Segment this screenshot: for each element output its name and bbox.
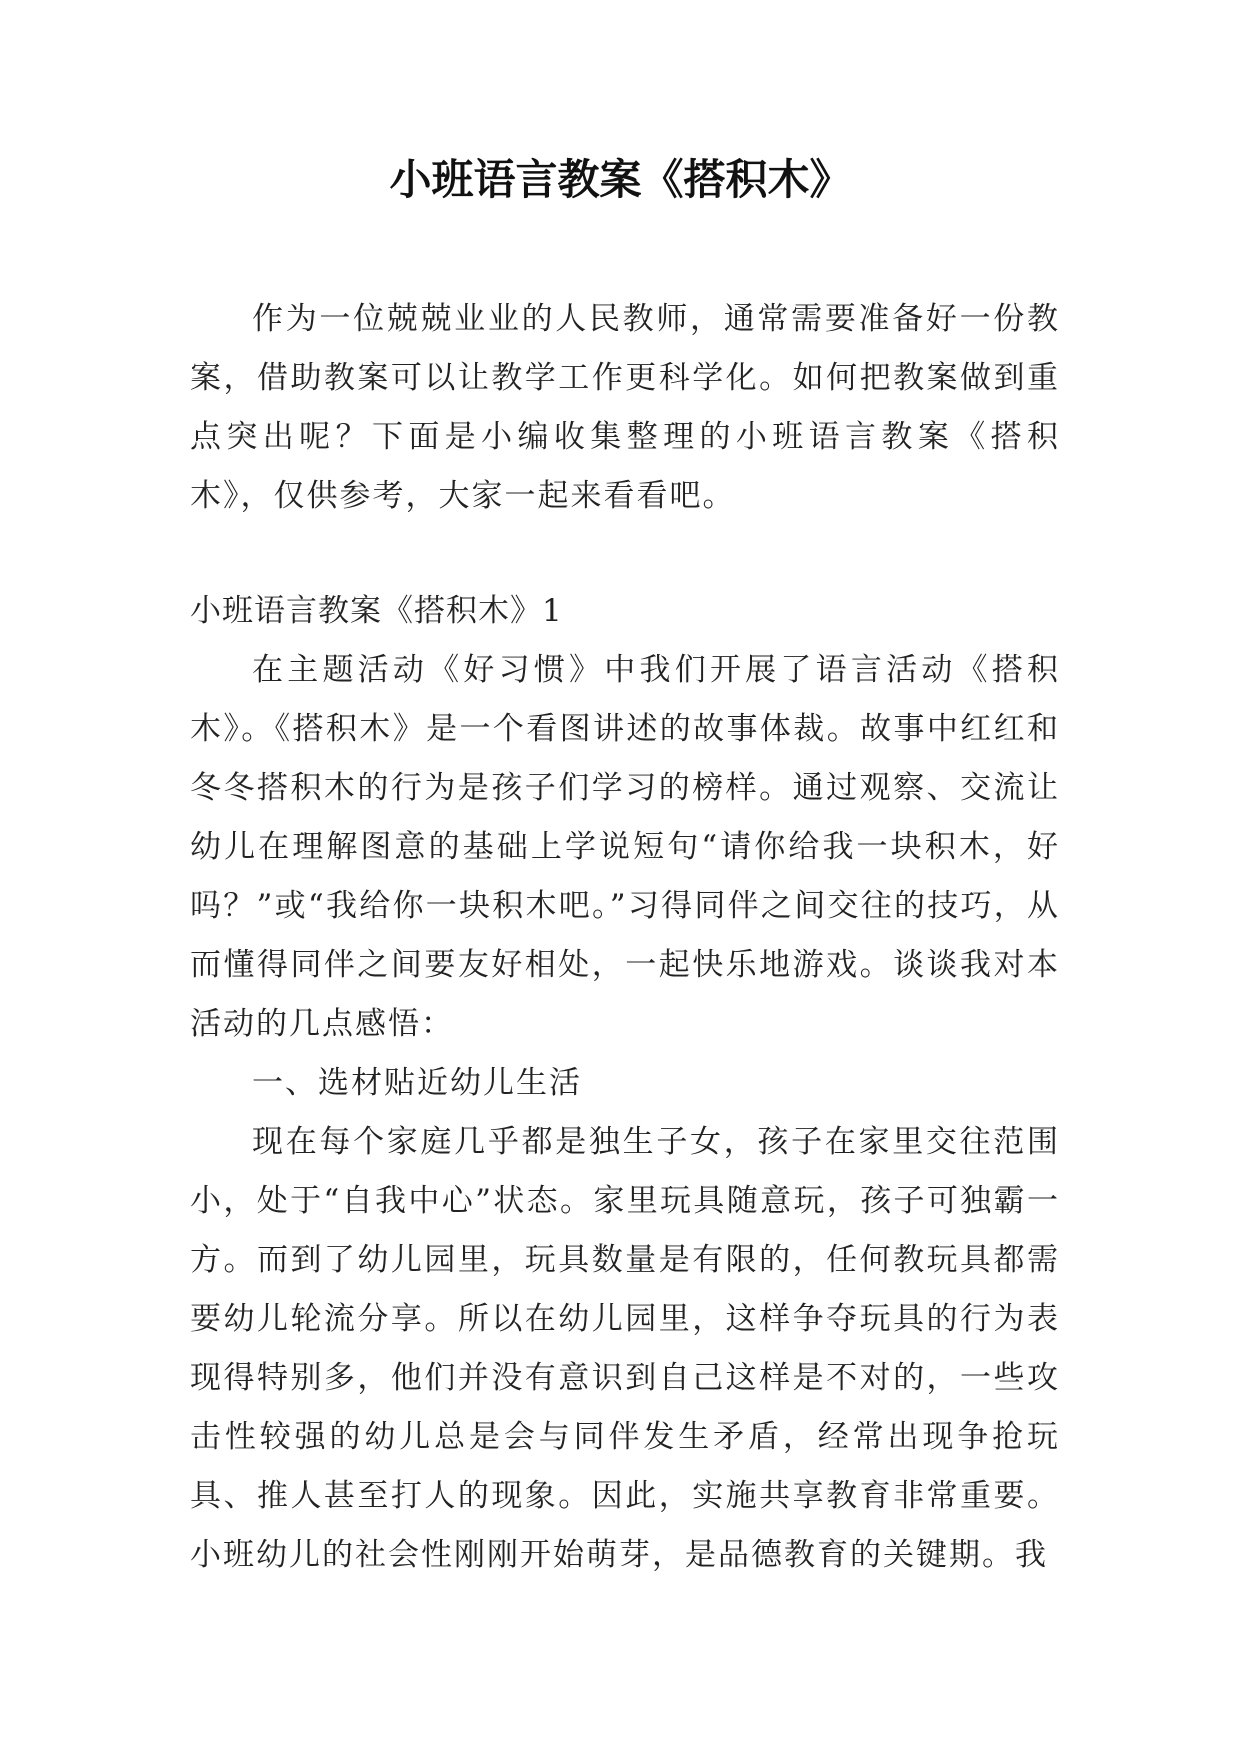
intro-paragraph: 作为一位兢兢业业的人民教师，通常需要准备好一份教案，借助教案可以让教学工作更科学化。如何把教案做到重点突出呢？下面是小编收集整理的小班语言教案《搭积木》，仅供参考，大家一起来看看吧。 <box>190 301 1060 514</box>
section-heading: 小班语言教案《搭积木》1 <box>190 593 563 629</box>
subheading: 一、选材贴近幼儿生活 <box>252 1065 582 1101</box>
document-title: 小班语言教案《搭积木》 <box>389 155 852 204</box>
document-body <box>190 290 1060 1585</box>
body-paragraph: 在主题活动《好习惯》中我们开展了语言活动《搭积木》。《搭积木》是一个看图讲述的故事体裁。故事中红红和冬冬搭积木的行为是孩子们学习的榜样。通过观察、交流让幼儿在理解图意的基础上学说短句“请你给我一块积木，好吗？”或“我给你一块积木吧。”习得同伴之间交往的技巧，从而懂得同伴之间要友好相处，一起快乐地游戏。谈谈我对本活动的几点感悟： <box>190 652 1060 1042</box>
body-paragraph: 现在每个家庭几乎都是独生子女，孩子在家里交往范围小，处于“自我中心”状态。家里玩具随意玩，孩子可独霸一方。而到了幼儿园里，玩具数量是有限的，任何教玩具都需要幼儿轮流分享。所以在幼儿园里，这样争夺玩具的行为表现得特别多，他们并没有意识到自己这样是不对的，一些攻击性较强的幼儿总是会与同伴发生矛盾，经常出现争抢玩具、推人甚至打人的现象。因此，实施共享教育非常重要。小班幼儿的社会性刚刚开始萌芽，是品德教育的关键期。我 <box>190 1124 1060 1573</box>
